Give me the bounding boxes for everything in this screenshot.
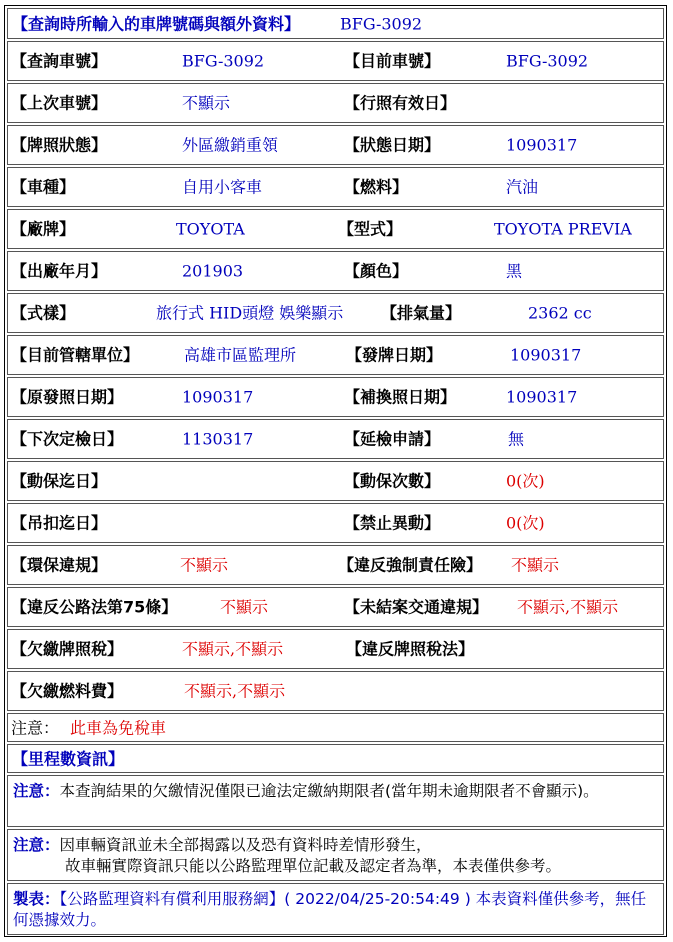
lien-count-label: 【動保次數】 <box>344 471 441 491</box>
row-style <box>7 293 664 333</box>
suspension-label: 【吊扣迄日】 <box>11 513 108 533</box>
query-plate-label: 【查詢車號】 <box>11 51 108 71</box>
jurisdiction-label: 【目前管轄單位】 <box>11 345 140 365</box>
row-mileage <box>7 744 664 773</box>
row-plate-status <box>7 125 664 165</box>
row-vehicle-type <box>7 167 664 207</box>
next-inspection-label: 【下次定檢日】 <box>11 429 124 449</box>
note2-line2: 故車輛實際資訊只能以公路監理單位記載及認定者為準，本表僅供參考。 <box>65 857 562 875</box>
footer-text: 【公路監理資料有償利用服務網】( 2022/04/25-20:54:49 ) 本表資料僅供參考，無任何憑據效力。 <box>13 890 647 929</box>
row-fuel-fee <box>7 671 664 711</box>
inspection-extension-value: 無 <box>508 429 525 449</box>
header-title: 【查詢時所輸入的車牌號碼與額外資料】 <box>12 13 301 33</box>
reissue-date-value: 1090317 <box>506 387 578 407</box>
row-plates <box>7 41 664 81</box>
tax-note-value: 此車為免稅車 <box>70 717 167 737</box>
original-issue-value: 1090317 <box>182 387 254 407</box>
insurance-violation-value: 不顯示 <box>511 555 560 575</box>
traffic-violation-value: 不顯示,不顯示 <box>517 597 619 617</box>
note1-label: 注意： <box>13 782 60 800</box>
fuel-value: 汽油 <box>506 177 539 197</box>
row-inspection <box>7 419 664 459</box>
row-env-violation <box>7 545 664 585</box>
note2-label: 注意： <box>13 836 60 854</box>
plate-status-value: 外區繳銷重領 <box>182 135 279 155</box>
previous-plate-value: 不顯示 <box>182 93 231 113</box>
row-note2 <box>7 829 664 881</box>
row-lien <box>7 461 664 501</box>
row-footer <box>7 883 664 935</box>
note2 <box>13 835 658 877</box>
current-plate-value: BFG-3092 <box>506 51 589 71</box>
header-row <box>7 8 664 39</box>
query-plate-value: BFG-3092 <box>182 51 265 71</box>
model-label: 【型式】 <box>338 219 403 239</box>
highway-law-label: 【違反公路法第75條】 <box>11 597 178 617</box>
tax-note-label: 注意： <box>11 717 60 737</box>
license-tax-due-value: 不顯示,不顯示 <box>182 639 284 659</box>
previous-plate-label: 【上次車號】 <box>11 93 108 113</box>
make-value: TOYOTA <box>176 219 245 239</box>
highway-law-value: 不顯示 <box>220 597 269 617</box>
license-valid-label: 【行照有效日】 <box>344 93 457 113</box>
note2-line1: 因車輛資訊並未全部揭露以及恐有資料時差情形發生， <box>59 836 432 854</box>
row-previous-plate <box>7 83 664 123</box>
style-value: 旅行式 HID頭燈 娛樂顯示 <box>156 303 344 323</box>
make-label: 【廠牌】 <box>11 219 76 239</box>
license-tax-violation-label: 【違反牌照稅法】 <box>346 639 475 659</box>
row-license-tax <box>7 629 664 669</box>
row-highway-law <box>7 587 664 627</box>
fuel-fee-due-value: 不顯示,不顯示 <box>184 681 286 701</box>
issue-date-value: 1090317 <box>510 345 582 365</box>
fuel-fee-due-label: 【欠繳燃料費】 <box>11 681 124 701</box>
original-issue-label: 【原發照日期】 <box>11 387 124 407</box>
color-value: 黑 <box>506 261 523 281</box>
note1-text: 本查詢結果的欠繳情況僅限已逾法定繳納期限者(當年期未逾期限者不會顯示)。 <box>59 782 599 800</box>
header-plate: BFG-3092 <box>340 13 423 33</box>
traffic-violation-label: 【未結案交通違規】 <box>344 597 489 617</box>
manufacture-date-label: 【出廠年月】 <box>11 261 108 281</box>
note1 <box>13 781 658 802</box>
vehicle-type-value: 自用小客車 <box>182 177 263 197</box>
mileage-title: 【里程數資訊】 <box>12 748 125 768</box>
row-original-issue <box>7 377 664 417</box>
env-violation-value: 不顯示 <box>180 555 229 575</box>
style-label: 【式樣】 <box>11 303 76 323</box>
model-value: TOYOTA PREVIA <box>494 219 632 239</box>
row-tax-note <box>7 713 664 742</box>
row-make <box>7 209 664 249</box>
row-note1 <box>7 775 664 827</box>
vehicle-type-label: 【車種】 <box>11 177 76 197</box>
current-plate-label: 【目前車號】 <box>344 51 441 71</box>
displacement-label: 【排氣量】 <box>381 303 462 323</box>
color-label: 【顏色】 <box>344 261 409 281</box>
displacement-value: 2362 cc <box>528 303 592 323</box>
row-manufacture <box>7 251 664 291</box>
next-inspection-value: 1130317 <box>182 429 254 449</box>
license-tax-due-label: 【欠繳牌照稅】 <box>11 639 124 659</box>
lien-until-label: 【動保迄日】 <box>11 471 108 491</box>
footer-label: 製表： <box>13 890 60 908</box>
vehicle-record-table <box>4 5 667 937</box>
plate-status-label: 【牌照狀態】 <box>11 135 108 155</box>
footer-note <box>13 889 658 931</box>
jurisdiction-value: 高雄市區監理所 <box>184 345 297 365</box>
insurance-violation-label: 【違反強制責任險】 <box>338 555 483 575</box>
issue-date-label: 【發牌日期】 <box>346 345 443 365</box>
row-suspension <box>7 503 664 543</box>
transfer-ban-label: 【禁止異動】 <box>344 513 441 533</box>
status-date-value: 1090317 <box>506 135 578 155</box>
row-jurisdiction <box>7 335 664 375</box>
manufacture-date-value: 201903 <box>182 261 244 281</box>
reissue-date-label: 【補換照日期】 <box>344 387 457 407</box>
inspection-extension-label: 【延檢申請】 <box>344 429 441 449</box>
env-violation-label: 【環保違規】 <box>11 555 108 575</box>
lien-count-value: 0(次) <box>506 471 545 491</box>
status-date-label: 【狀態日期】 <box>344 135 441 155</box>
fuel-label: 【燃料】 <box>344 177 409 197</box>
transfer-ban-value: 0(次) <box>506 513 545 533</box>
